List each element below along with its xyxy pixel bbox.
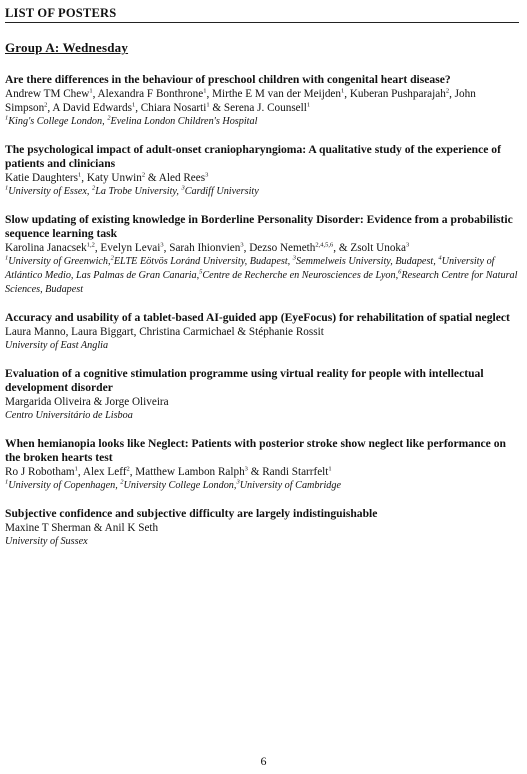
author-separator: , [65,326,72,338]
author-separator: & [209,102,224,114]
affiliation-name: Centre de Recherche en Neurosciences de Lyon [202,270,396,281]
poster-affiliations [5,409,522,423]
poster-title: Slow updating of existing knowledge in Borderline Personality Disorder: Evidence from a probabilistic sequence learning task [5,213,513,240]
author-name: Maxine T Sherman [5,522,91,534]
author-separator: , [94,242,101,254]
author-name: Matthew Lambon Ralph [135,466,245,478]
author-name: Alexandra F Bonthrone [97,88,204,100]
poster-authors [5,465,522,479]
author-name: Laura Manno [5,326,66,338]
header-title: LIST OF POSTERS [5,6,117,20]
affiliation-name: University of Atlántico Medio, Las Palmas de Gran Canaria [5,256,495,281]
affiliation-separator: , [233,480,237,491]
author-name: Anil K Seth [104,522,159,534]
author-separator: & [247,466,263,478]
author-name: Serena J. Counsell [223,102,307,114]
poster-affiliations [5,479,522,493]
affiliation-mark: 1 [5,114,9,122]
affiliation-name: Semmelweis University, Budapest [296,256,434,267]
poster-entry [5,507,522,549]
author-name: Sarah Ihionvien [169,242,241,254]
author-name: Ro J Robotham [5,466,75,478]
affiliation-separator: , [433,256,439,267]
author-affiliation-mark: 2 [445,87,450,95]
affiliation-separator: , [395,270,399,281]
author-name: Jorge Oliveira [105,396,169,408]
affiliation-mark: 2 [92,184,96,192]
affiliation-separator: , [108,256,111,267]
author-name: Stéphanie Rossit [248,326,324,338]
author-name: A David Edwards [52,102,132,114]
affiliation-name: King's College London [8,116,103,127]
author-affiliation-mark: 2 [126,465,130,473]
poster-title: Subjective confidence and subjective difficulty are largely indistinguishable [5,507,378,520]
affiliation-name: La Trobe University [95,186,177,197]
author-name: Katie Daughters [5,172,79,184]
author-affiliation-mark: 3 [405,241,410,249]
poster-affiliations [5,185,522,199]
author-name: Alex Leff [82,466,127,478]
poster-entry [5,143,522,199]
affiliation-name: Cardiff University [184,186,259,197]
poster-entry [5,311,522,353]
poster-affiliations [5,255,522,297]
affiliation-name: ELTE Eötvös Loránd University, Budapest [113,256,288,267]
author-name: Mirthe E M van der Meijden [212,88,341,100]
author-name: John Simpson [5,88,476,114]
author-affiliation-mark: 1,2 [86,241,95,249]
author-separator: & [90,522,105,534]
poster-entry [5,213,522,297]
author-name: Christina Carmichael [139,326,235,338]
affiliation-name: University of East Anglia [5,340,109,351]
author-affiliation-mark: 3 [205,171,209,179]
affiliation-name: University of Copenhagen [8,480,116,491]
affiliation-name: Centro Universitário de Lisboa [5,410,133,421]
affiliation-mark: 1 [5,478,9,486]
document-page [5,0,522,774]
author-separator: , [47,102,53,114]
author-affiliation-mark: 2 [141,171,146,179]
author-affiliation-mark: 1 [206,101,210,109]
affiliation-name: University College London [123,480,234,491]
poster-title: Accuracy and usability of a tablet-based AI-guided app (EyeFocus) for rehabilitation of spatial neglect [5,311,510,324]
affiliation-mark: 3 [181,184,185,192]
page-number: 6 [260,754,267,768]
author-affiliation-mark: 3 [160,241,164,249]
author-affiliation-mark: 1 [203,87,207,95]
affiliation-name: University of Sussex [5,536,88,547]
author-name: Chiara Nosarti [140,102,207,114]
author-name: Zsolt Unoka [350,242,406,254]
affiliation-mark: 1 [5,254,9,262]
affiliation-mark: 2 [107,114,111,122]
affiliation-separator: , [176,186,182,197]
poster-title: When hemianopia looks like Neglect: Patients with posterior stroke show neglect like performance on the broken hearts test [5,437,506,464]
affiliation-mark: 4 [438,254,442,262]
author-affiliation-mark: 1 [74,465,78,473]
poster-affiliations [5,339,522,353]
author-affiliation-mark: 1 [306,101,311,109]
author-name: Randi Starrfelt [262,466,329,478]
affiliation-name: University of Essex [8,186,87,197]
poster-authors [5,521,522,535]
affiliation-mark: 2 [120,478,124,486]
author-affiliation-mark: 3 [244,465,248,473]
author-separator: , [206,88,213,100]
affiliation-name: Research Centre for Natural Sciences, Budapest [5,270,518,295]
author-affiliation-mark: 2,4,5,6 [315,241,334,249]
author-name: Andrew TM Chew [5,88,90,100]
author-separator: , [135,102,141,114]
group-heading: Group A: Wednesday [5,40,129,55]
affiliation-separator: , [287,256,293,267]
poster-entry [5,437,522,493]
author-name: Kuberan Pushparajah [349,88,446,100]
author-separator: & [234,326,249,338]
affiliation-name: University of Greenwich [8,256,109,267]
poster-authors [5,241,522,255]
author-affiliation-mark: 1 [131,101,136,109]
author-separator: , [344,88,350,100]
author-separator: , [129,466,136,478]
poster-affiliations [5,535,522,549]
poster-title: The psychological impact of adult-onset craniopharyngioma: A qualitative study of the experience of patients and clinicians [5,143,501,170]
poster-entry [5,73,522,129]
affiliation-mark: 1 [5,184,9,192]
page-header [5,6,519,23]
affiliation-separator: , [102,116,108,127]
author-name: Evelyn Levai [100,242,161,254]
poster-title: Evaluation of a cognitive stimulation programme using virtual reality for people with intellectual development disorder [5,367,484,394]
affiliation-mark: 6 [398,268,402,276]
poster-authors [5,395,522,409]
poster-list [5,73,522,563]
author-separator: , & [333,242,351,254]
author-separator: , [133,326,140,338]
author-name: Katy Unwin [86,172,142,184]
author-affiliation-mark: 1 [78,171,82,179]
author-separator: & [145,172,159,184]
poster-authors [5,325,522,339]
author-name: Laura Biggart [71,326,134,338]
author-name: Margarida Oliveira [5,396,91,408]
author-separator: , [449,88,455,100]
author-affiliation-mark: 1 [340,87,345,95]
author-name: Aled Rees [158,172,206,184]
affiliation-separator: , [86,186,92,197]
author-affiliation-mark: 3 [240,241,244,249]
affiliation-name: University of Cambridge [239,480,342,491]
author-affiliation-mark: 1 [328,465,332,473]
author-separator: , [92,88,98,100]
poster-entry [5,367,522,423]
author-separator: & [90,396,106,408]
affiliation-name: Evelina London Children's Hospital [110,116,258,127]
poster-authors [5,171,522,185]
author-separator: , [77,466,83,478]
poster-title: Are there differences in the behaviour of preschool children with congenital heart disease? [5,73,451,86]
affiliation-mark: 5 [199,268,203,276]
author-affiliation-mark: 2 [44,101,48,109]
affiliation-mark: 3 [236,478,240,486]
author-separator: , [243,242,250,254]
author-affiliation-mark: 1 [89,87,93,95]
affiliation-mark: 2 [110,254,114,262]
author-separator: , [81,172,87,184]
poster-authors [5,87,522,115]
poster-affiliations [5,115,522,129]
author-separator: , [163,242,170,254]
affiliation-mark: 3 [292,254,297,262]
author-name: Dezso Nemeth [249,242,316,254]
author-name: Karolina Janacsek [5,242,87,254]
affiliation-separator: , [115,480,121,491]
affiliation-separator: , [196,270,200,281]
